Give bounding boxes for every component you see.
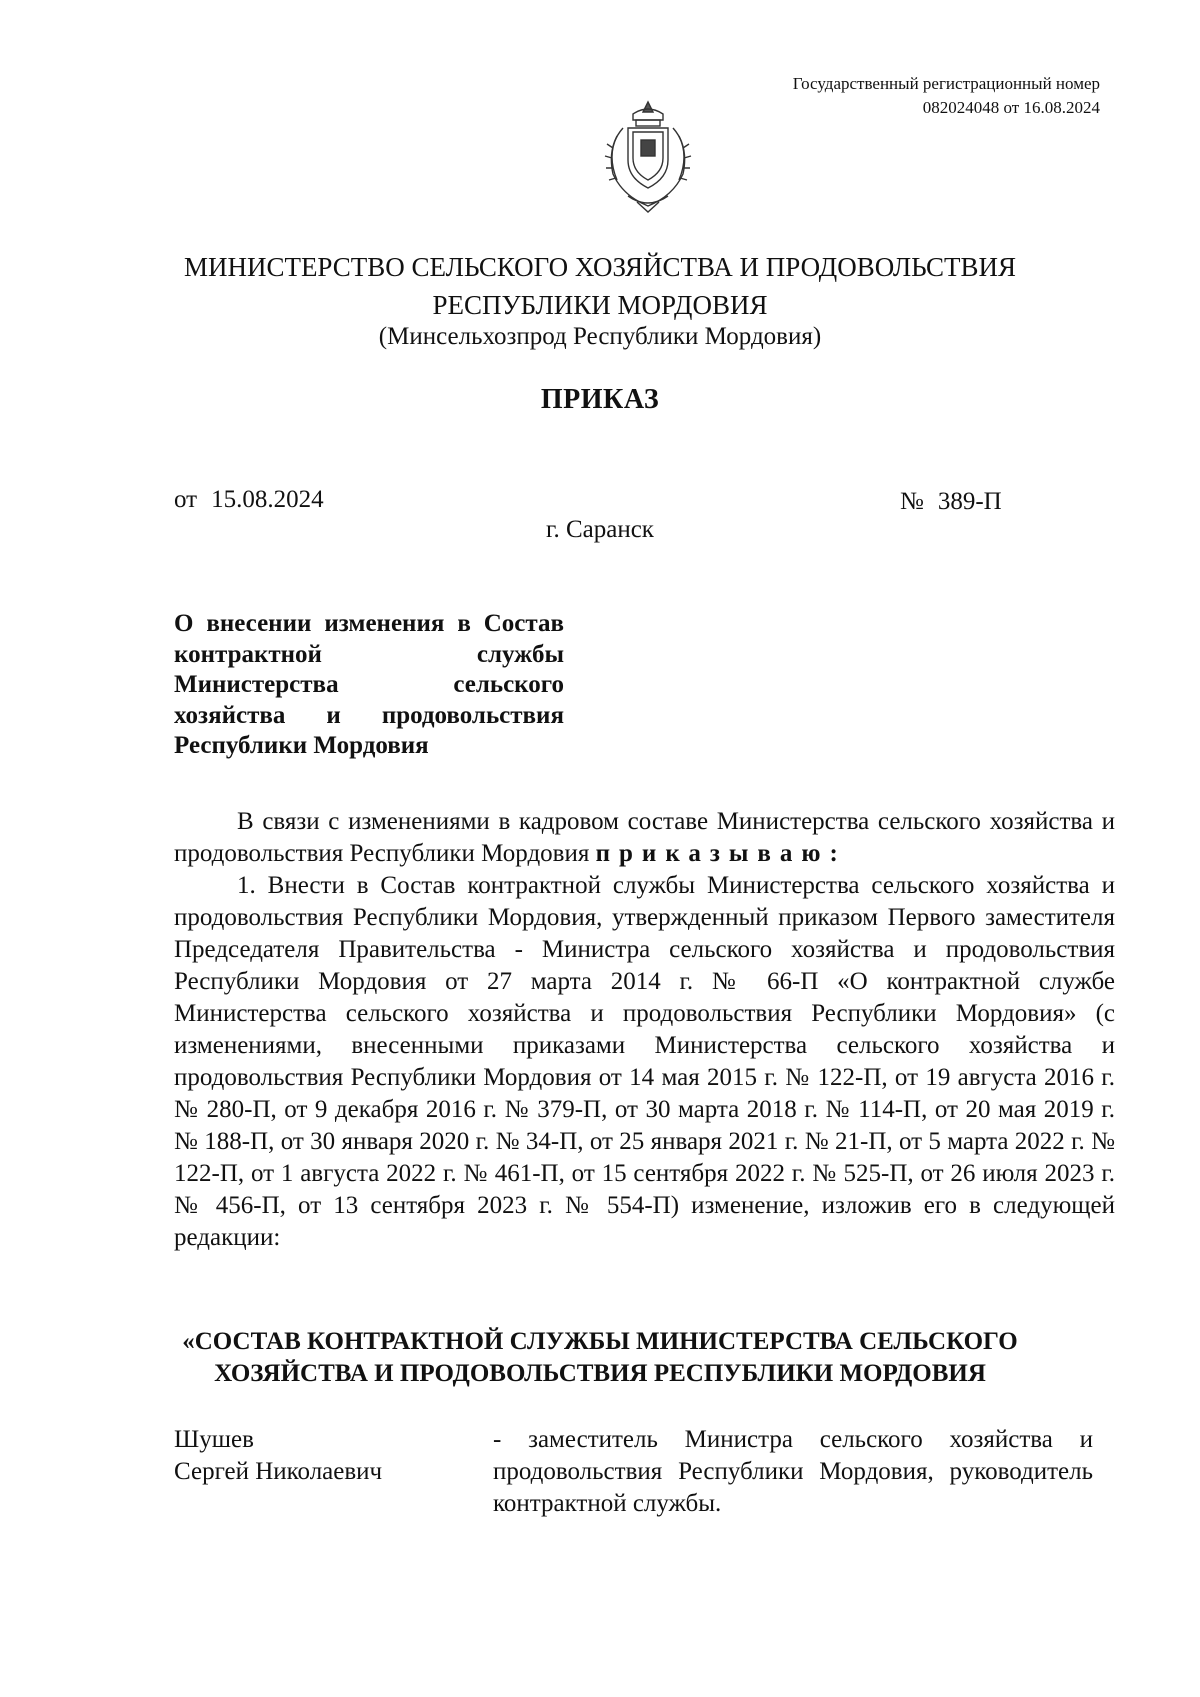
- intro-paragraph: [174, 806, 1115, 870]
- date-label: от: [174, 486, 198, 513]
- member-given-name: Сергей Николаевич: [174, 1458, 383, 1485]
- ministry-name-line1: МИНИСТЕРСТВО СЕЛЬСКОГО ХОЗЯЙСТВА И ПРОДОВОЛЬСТВИЯ: [183, 252, 1017, 282]
- member-name: [174, 1424, 474, 1488]
- ministry-name-line2: РЕСПУБЛИКИ МОРДОВИЯ: [432, 290, 768, 320]
- date-value: 15.08.2024: [211, 486, 324, 513]
- ministry-name: [0, 248, 1200, 324]
- composition-heading-line1: «СОСТАВ КОНТРАКТНОЙ СЛУЖБЫ МИНИСТЕРСТВА СЕЛЬСКОГО: [182, 1328, 1018, 1355]
- item-1-paragraph: 1. Внести в Состав контрактной службы Министерства сельского хозяйства и продовольствия Республики Мордовия, утвержденный приказом Первого заместителя Председателя Правительства - Министра сельского хозяйства и продовольствия Республики Мордовия от 27 марта 2014 г. № 66-П «О контрактной службе Министерства сельского хозяйства и продовольствия Республики Мордовия» (с изменениями, внесенными приказами Министерства сельского хозяйства и продовольствия Республики Мордовия от 14 мая 2015 г. № 122-П, от 19 августа 2016 г. № 280-П, от 9 декабря 2016 г. № 379-П, от 30 марта 2018 г. № 114-П, от 20 мая 2019 г. № 188-П, от 30 января 2020 г. № 34-П, от 25 января 2021 г. № 21-П, от 5 марта 2022 г. № 122-П, от 1 августа 2022 г. № 461-П, от 15 сентября 2022 г. № 525-П, от 26 июля 2023 г. № 456-П, от 13 сентября 2023 г. № 554-П) изменение, изложив его в следующей редакции:: [174, 872, 1115, 1251]
- ministry-short-name: (Минсельхозпрод Республики Мордовия): [378, 323, 822, 350]
- order-word: приказываю:: [595, 840, 847, 867]
- coat-of-arms-icon: [593, 98, 703, 214]
- document-body: [174, 806, 1115, 1254]
- document-number: [900, 488, 1002, 516]
- number-label: №: [900, 488, 924, 515]
- document-city: г. Саранск: [546, 516, 654, 543]
- composition-heading: [0, 1326, 1200, 1390]
- document-subject: О внесении изменения в Состав контрактной службы Министерства сельского хозяйства и продовольствия Республики Мордовия: [174, 610, 564, 759]
- registration-value: 082024048 от 16.08.2024: [922, 98, 1100, 117]
- registration-number: [700, 72, 1100, 120]
- intro-text: В связи с изменениями в кадровом составе Министерства сельского хозяйства и продовольствия Республики Мордовия: [174, 808, 1115, 867]
- member-role: - заместитель Министра сельского хозяйства и продовольствия Республики Мордовия, руководитель контрактной службы.: [493, 1426, 1093, 1517]
- document-type: ПРИКАЗ: [540, 384, 660, 415]
- document-date: [174, 486, 324, 514]
- registration-label: Государственный регистрационный номер: [792, 74, 1100, 93]
- composition-heading-line2: ХОЗЯЙСТВА И ПРОДОВОЛЬСТВИЯ РЕСПУБЛИКИ МОРДОВИЯ: [214, 1360, 986, 1387]
- member-surname: Шушев: [174, 1426, 254, 1453]
- number-value: 389-П: [937, 488, 1002, 515]
